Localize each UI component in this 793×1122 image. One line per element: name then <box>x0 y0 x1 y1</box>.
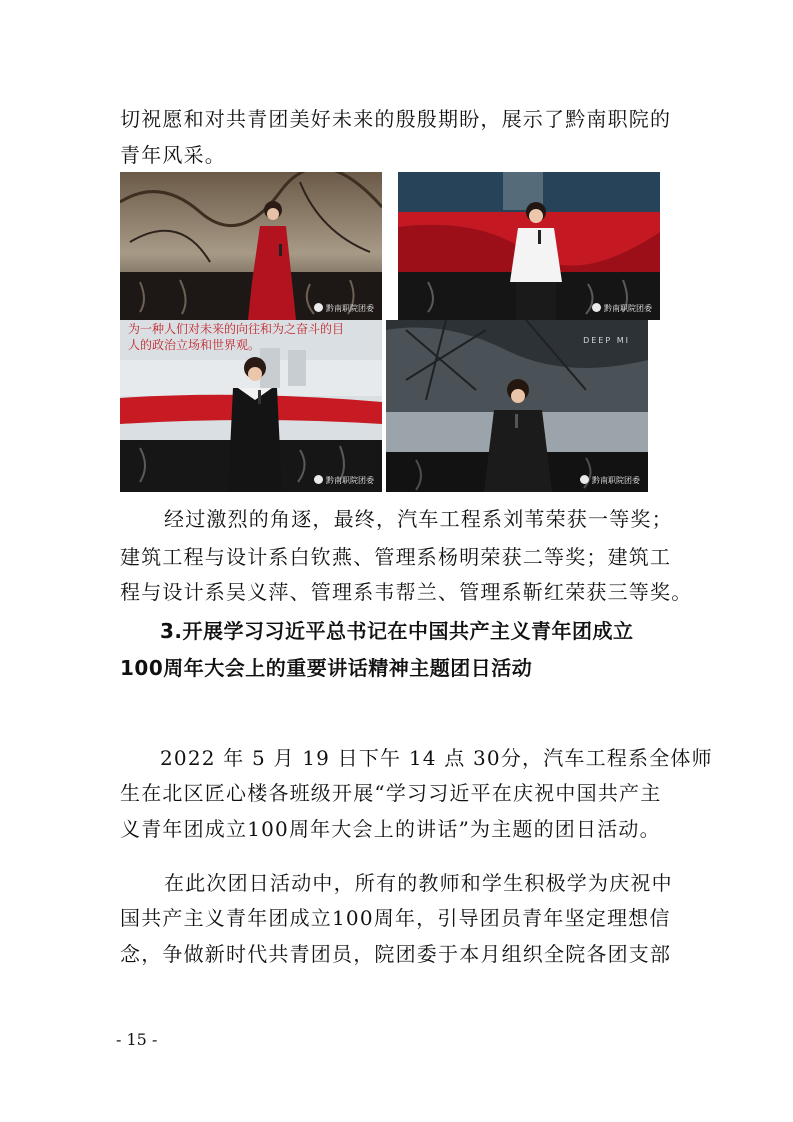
photo-speaker-black-dress <box>120 320 382 492</box>
photo-speaker-red-dress-image <box>120 172 382 320</box>
watermark-text: 黔南职院团委 <box>592 476 640 485</box>
watermark <box>314 303 374 314</box>
photo-speaker-white-shirt <box>398 172 660 320</box>
watermark-text: 黔南职院团委 <box>604 304 652 313</box>
paragraph-line: 国共产主义青年团成立100周年，引导团员青年坚定理想信 <box>120 906 671 930</box>
section-heading: 100周年大会上的重要讲话精神主题团日活动 <box>120 656 533 680</box>
paragraph-line: 生在北区匠心楼各班级开展“学习习近平在庆祝中国共产主 <box>120 781 662 805</box>
page-number: - 15 - <box>116 1030 158 1049</box>
photo-speaker-black-suit <box>386 320 648 492</box>
watermark <box>314 475 374 486</box>
paragraph-line: 建筑工程与设计系白钦燕、管理系杨明荣获二等奖；建筑工 <box>120 545 672 569</box>
photo-speaker-white-shirt-image <box>398 172 660 320</box>
paragraph-line: 切祝愿和对共青团美好未来的殷殷期盼，展示了黔南职院的 <box>120 107 672 131</box>
watermark <box>592 303 652 314</box>
wechat-icon <box>592 303 601 312</box>
photo-speaker-black-suit-image <box>386 320 648 492</box>
paragraph-line: 义青年团成立100周年大会上的讲话”为主题的团日活动。 <box>120 817 661 841</box>
paragraph-line: 2022 年 5 月 19 日下午 14 点 30分，汽车工程系全体师 <box>160 746 713 770</box>
wechat-icon <box>314 475 323 484</box>
banner-text: 人的政治立场和世界观。 <box>128 338 261 352</box>
photo-speaker-red-dress <box>120 172 382 320</box>
watermark <box>580 475 640 486</box>
wechat-icon <box>580 475 589 484</box>
paragraph-line: 在此次团日活动中，所有的教师和学生积极学为庆祝中 <box>164 871 673 895</box>
paragraph-line: 程与设计系吴义萍、管理系韦帮兰、管理系靳红荣获三等奖。 <box>120 580 693 604</box>
wechat-icon <box>314 303 323 312</box>
section-heading: 3.开展学习习近平总书记在中国共产主义青年团成立 <box>160 619 634 643</box>
watermark-text: 黔南职院团委 <box>326 476 374 485</box>
banner-text: 为一种人们对未来的向往和为之奋斗的目 <box>128 322 345 336</box>
watermark-text: 黔南职院团委 <box>326 304 374 313</box>
screen-text: DEEP MI <box>583 336 630 345</box>
paragraph-line: 青年风采。 <box>120 143 226 167</box>
paragraph-line: 念，争做新时代共青团员，院团委于本月组织全院各团支部 <box>120 942 672 966</box>
paragraph-line: 经过激烈的角逐，最终，汽车工程系刘苇荣获一等奖； <box>164 507 673 531</box>
